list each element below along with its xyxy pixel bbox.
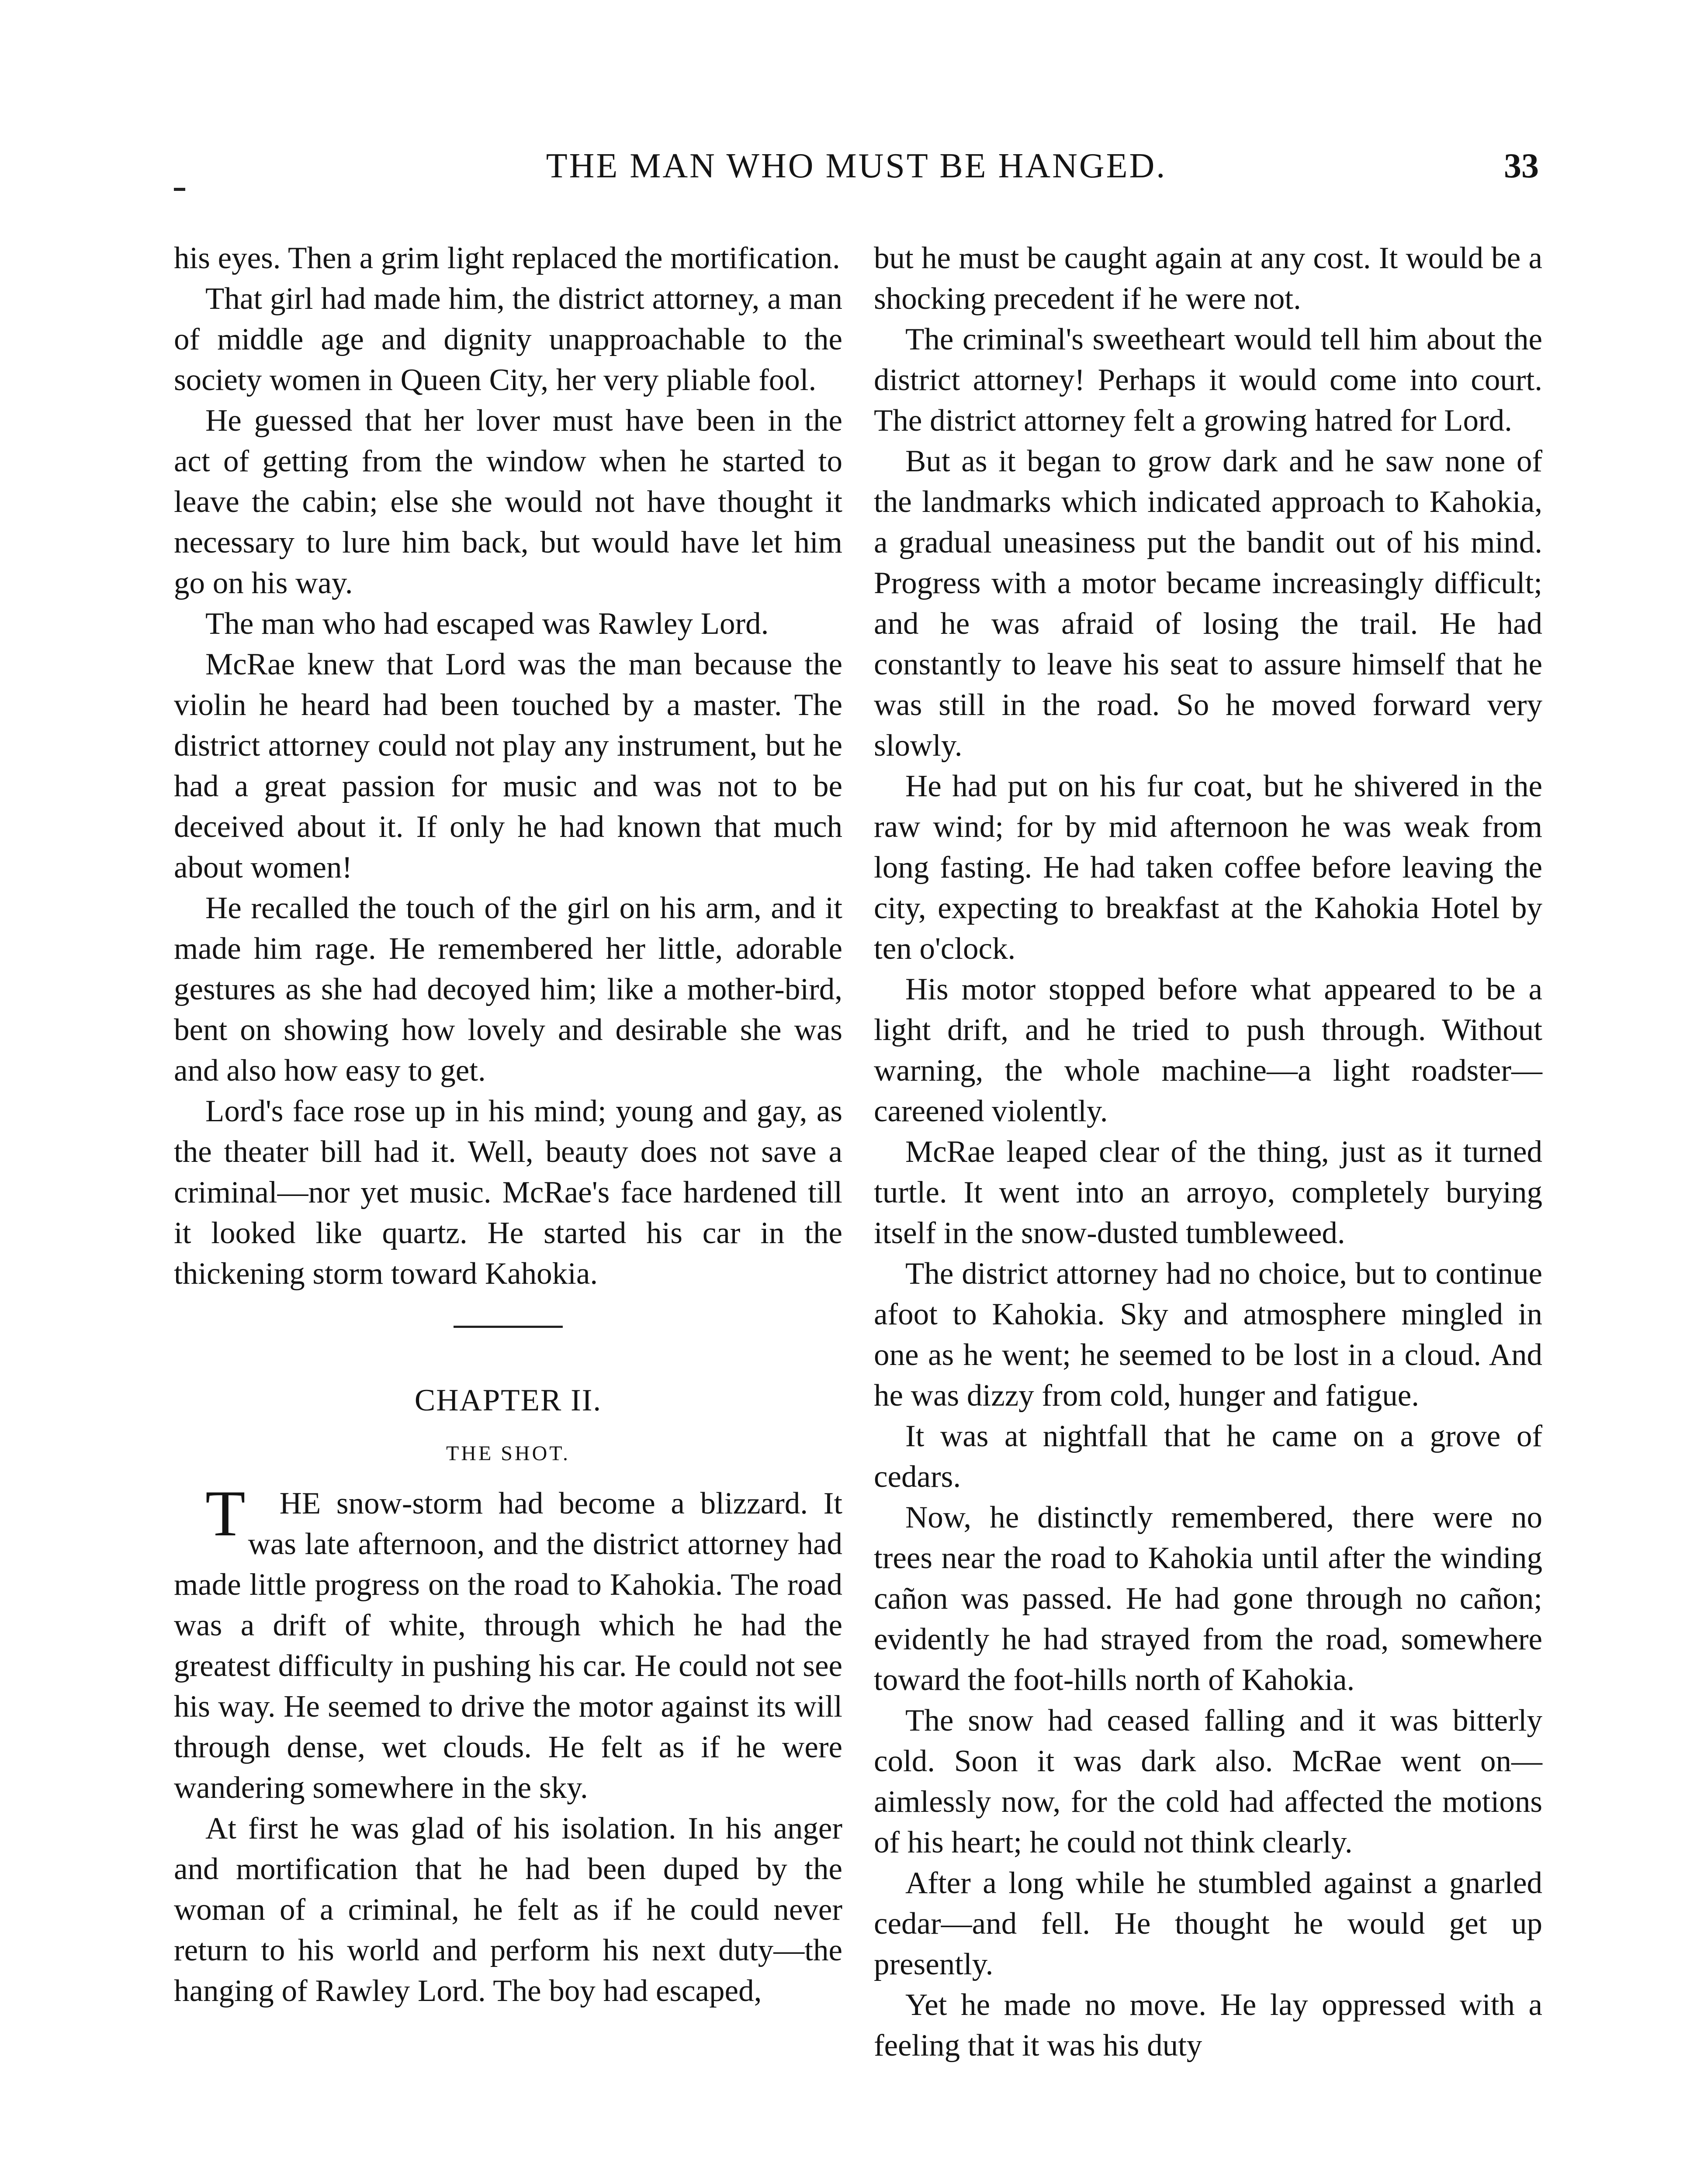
- paragraph: His motor stopped before what appeared to be a light drift, and he tried to push through. Without warning, the whole machine—a light roadster—careened violently.: [874, 972, 1542, 1128]
- paragraph: But as it began to grow dark and he saw none of the landmarks which indicated approach to Kahokia, a gradual uneasiness put the bandit out of his mind. Progress with a motor became increasingly difficult; and he was afraid of losing the trail. He had constantly to leave his seat to assure himself that he was still in the road. So he moved forward very slowly.: [874, 444, 1542, 763]
- header-dash-mark: [174, 188, 185, 191]
- chapter-divider-rule: [454, 1326, 563, 1328]
- paragraph: He recalled the touch of the girl on his arm, and it made him rage. He remembered her little, adorable gestures as she had decoyed him; like a mother-bird, bent on showing how lovely and desirable she was and also how easy to get.: [174, 891, 842, 1088]
- paragraph: He guessed that her lover must have been in the act of getting from the window when he started to leave the cabin; else she would not have thought it necessary to lure him back, but would have let him go on his way.: [174, 404, 842, 600]
- paragraph: Yet he made no move. He lay oppressed with a feeling that it was his duty: [874, 1988, 1542, 2063]
- paragraph: It was at nightfall that he came on a grove of cedars.: [874, 1419, 1542, 1494]
- page-number: 33: [1504, 147, 1539, 185]
- chapter-subtitle: THE SHOT.: [446, 1442, 571, 1465]
- left-column: [174, 238, 842, 2011]
- paragraph: The district attorney had no choice, but to continue afoot to Kahokia. Sky and atmosphere mingled in one as he went; he seemed to be lost in a cloud. And he was dizzy from cold, hunger and fatigue.: [874, 1257, 1542, 1413]
- paragraph-continuation: but he must be caught again at any cost. It would be a shocking precedent if he were not.: [874, 241, 1542, 316]
- paragraph: McRae knew that Lord was the man because the violin he heard had been touched by a master. The district attorney could not play any instrument, but he had a great passion for music and was not to be deceived about it. If only he had known that much about women!: [174, 647, 842, 885]
- paragraph: That girl had made him, the district attorney, a man of middle age and dignity unapproachable to the society women in Queen City, her very pliable fool.: [174, 282, 842, 397]
- paragraph: He had put on his fur coat, but he shivered in the raw wind; for by mid afternoon he was weak from long fasting. He had taken coffee before leaving the city, expecting to breakfast at the Kahokia Hotel by ten o'clock.: [874, 769, 1542, 966]
- paragraph: Now, he distinctly remembered, there were no trees near the road to Kahokia until after the winding cañon was passed. He had gone through no cañon; evidently he had strayed from the road, somewhere toward the foot-hills north of Kahokia.: [874, 1500, 1542, 1697]
- paragraph: McRae leaped clear of the thing, just as it turned turtle. It went into an arroyo, completely burying itself in the snow-dusted tumbleweed.: [874, 1135, 1542, 1250]
- paragraph: his eyes. Then a grim light replaced the mortification.: [174, 241, 840, 275]
- chapter-opening-paragraph: [174, 1477, 842, 1808]
- drop-cap: T: [205, 1477, 246, 1550]
- opening-paragraph-text: HE snow-storm had become a blizzard. It was late afternoon, and the district attorney had made little progress on the road to Kahokia. The road was a drift of white, through which he had the greatest difficulty in pushing his car. He could not see his way. He seemed to drive the motor against its will through dense, wet clouds. He felt as if he were wandering somewhere in the sky.: [174, 1486, 842, 1805]
- paragraph: The man who had escaped was Rawley Lord.: [205, 607, 769, 641]
- paragraph: After a long while he stumbled against a gnarled cedar—and fell. He thought he would get up presently.: [874, 1866, 1542, 1981]
- paragraph: The snow had ceased falling and it was bitterly cold. Soon it was dark also. McRae went on—aimlessly now, for the cold had affected the motions of his heart; he could not think clearly.: [874, 1704, 1542, 1859]
- paragraph: At first he was glad of his isolation. In his anger and mortification that he had been duped by the woman of a criminal, he felt as if he could never return to his world and perform his next duty—the hanging of Rawley Lord. The boy had escaped,: [174, 1811, 842, 2008]
- right-column: [874, 238, 1542, 2066]
- chapter-title: CHAPTER II.: [414, 1383, 602, 1417]
- paragraph: The criminal's sweetheart would tell him about the district attorney! Perhaps it would come into court. The district attorney felt a growing hatred for Lord.: [874, 322, 1542, 438]
- paragraph: Lord's face rose up in his mind; young and gay, as the theater bill had it. Well, beauty does not save a criminal—nor yet music. McRae's face hardened till it looked like quartz. He started his car in the thickening storm toward Kahokia.: [174, 1094, 842, 1291]
- running-header-title: THE MAN WHO MUST BE HANGED.: [546, 147, 1167, 185]
